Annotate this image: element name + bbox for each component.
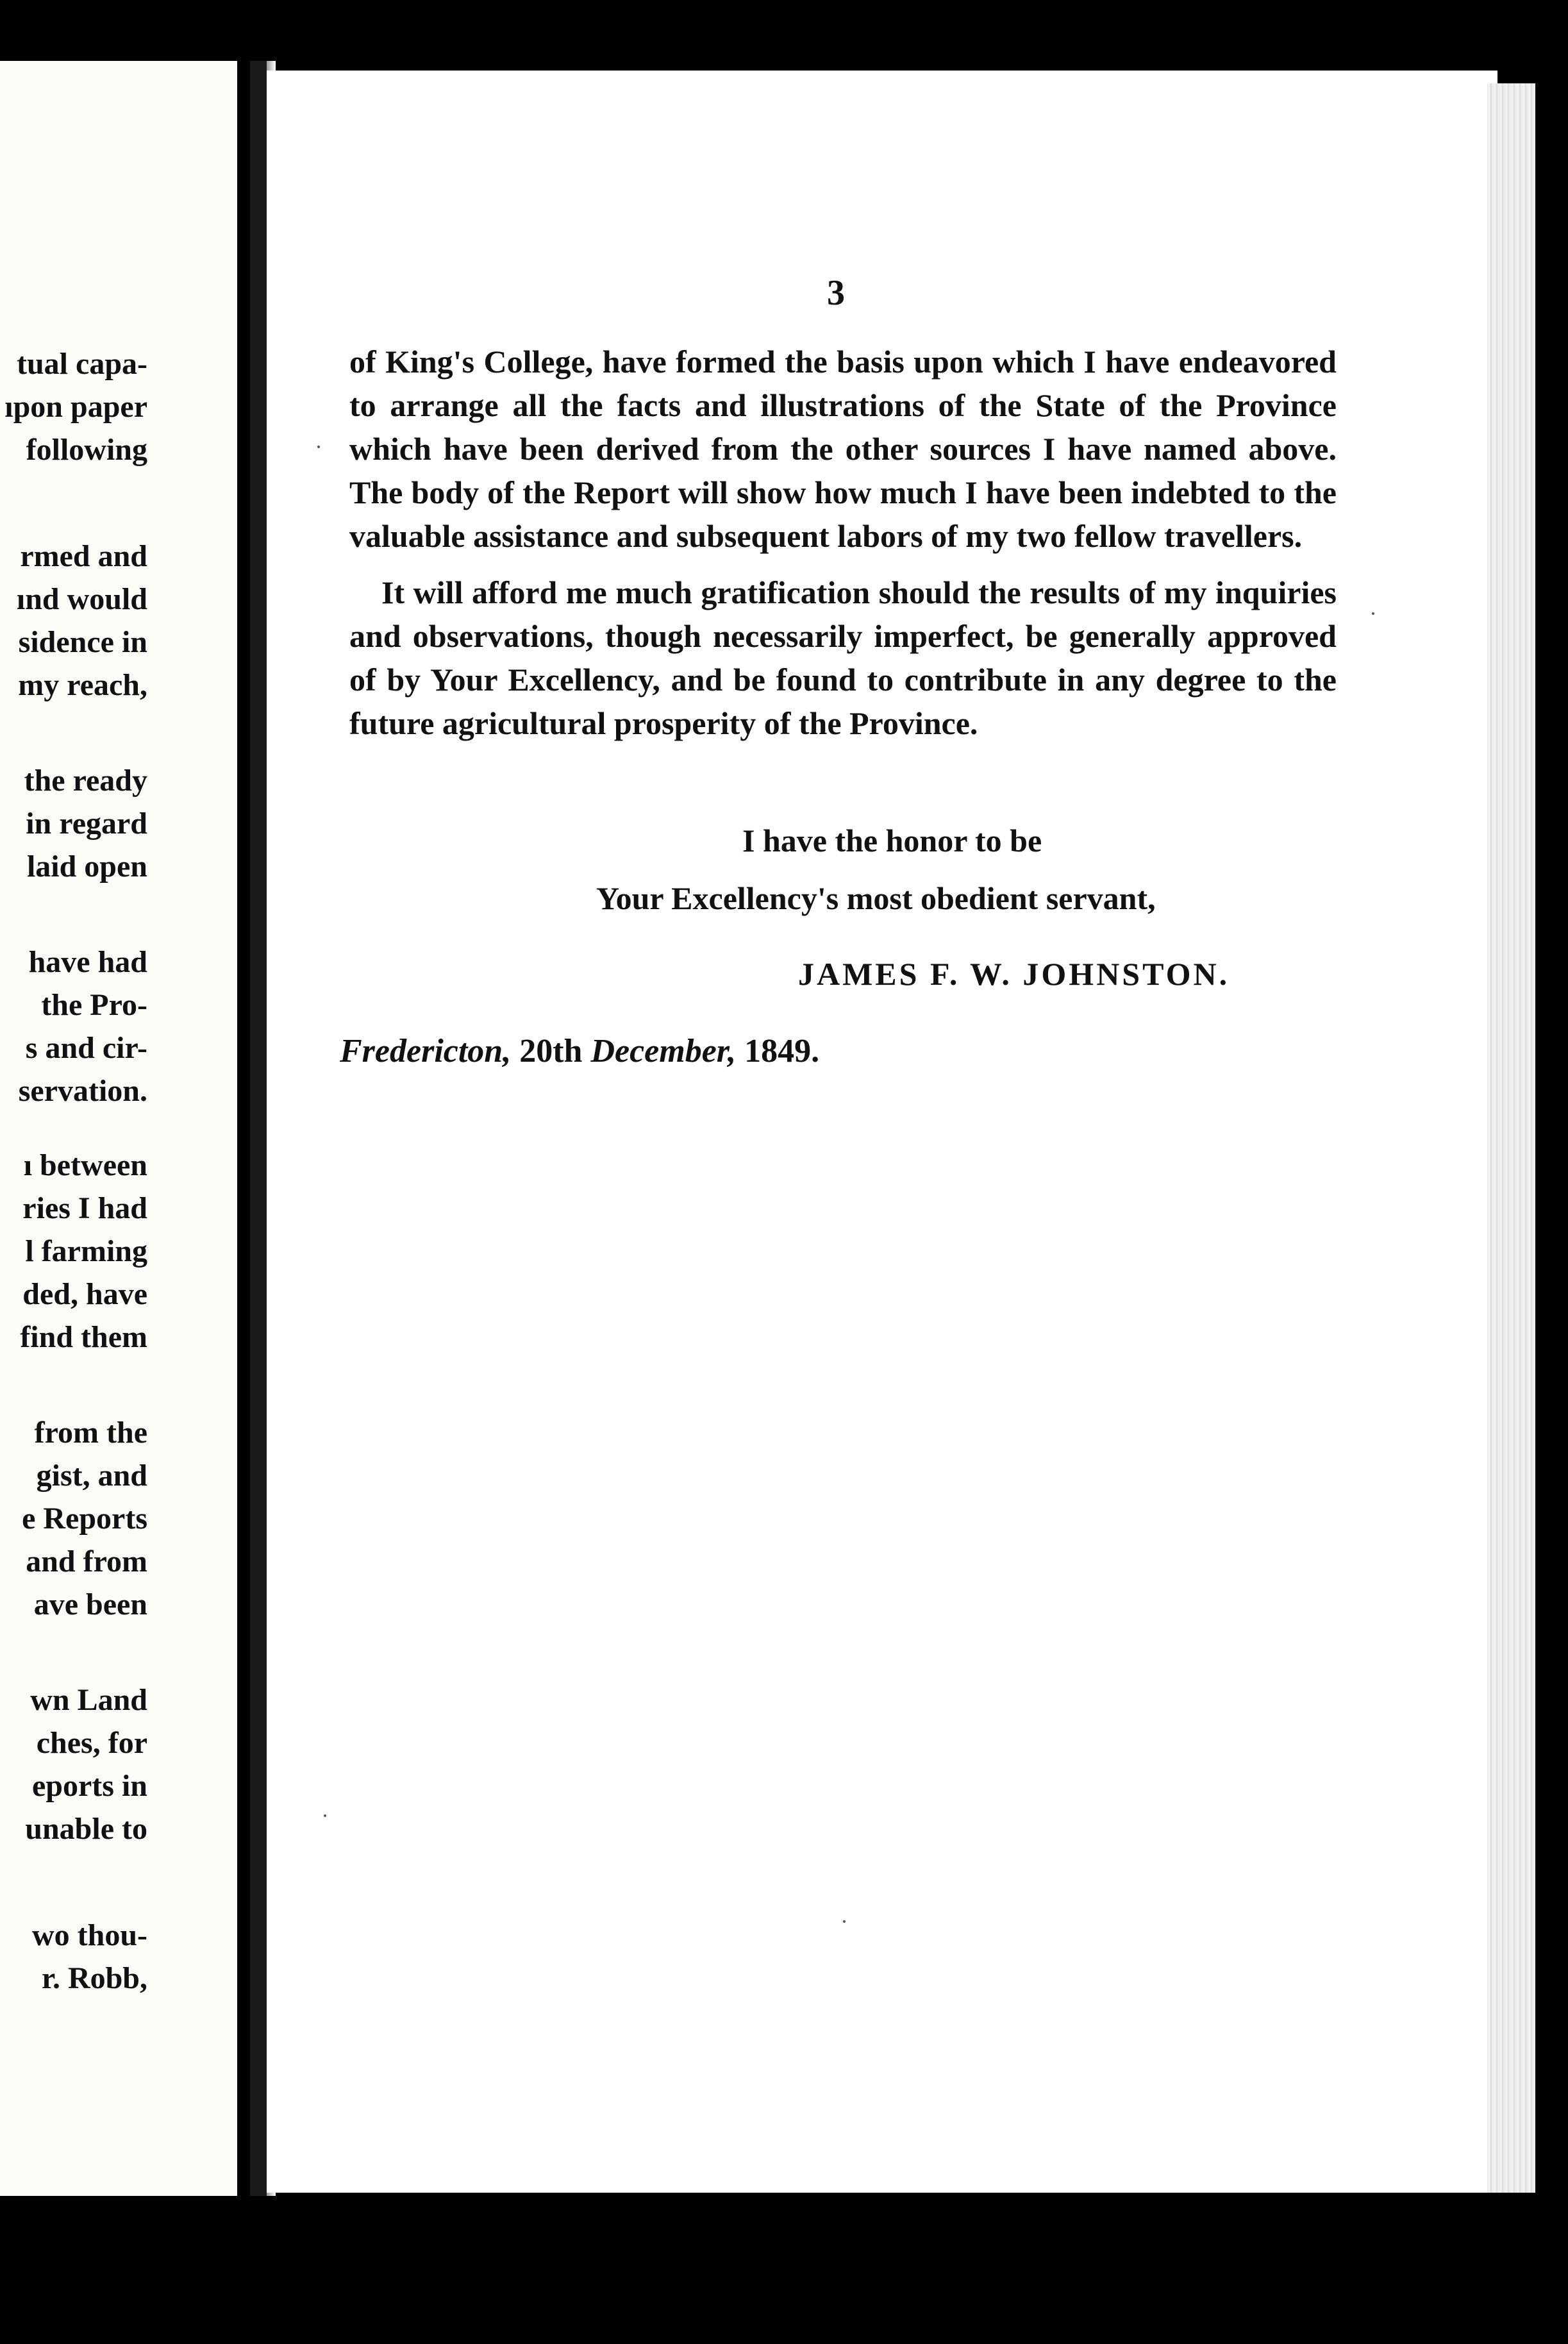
dateline-place: Fredericton, (340, 1033, 512, 1069)
dateline (340, 1032, 819, 1070)
left-page-line: following (26, 433, 147, 467)
left-page-line: the ready (24, 764, 147, 798)
body-paragraph: It will afford me much gratification should the results of my inquiries and observations, though necessarily imperfect, be generally approved of by Your Excellency, and be found to contribute in any degree to the future agricultural prosperity of the Province. (349, 574, 1337, 741)
left-page-line: ches, for (36, 1726, 147, 1760)
paper-speck (843, 1920, 846, 1923)
left-page-line: e Reports (22, 1502, 147, 1536)
closing-line: Your Excellency's most obedient servant, (596, 880, 1156, 916)
left-page-line: in regard (26, 807, 147, 841)
left-page-line: find them (20, 1320, 147, 1354)
left-facing-page (0, 61, 237, 2196)
book-spine (250, 61, 267, 2196)
left-page-line: l farming (25, 1234, 147, 1268)
dateline-month: December, (590, 1033, 737, 1069)
dateline-year: 1849. (744, 1033, 820, 1069)
left-page-line: have had (28, 945, 147, 979)
left-page-line: ı between (23, 1148, 147, 1182)
left-page-line: unable to (25, 1812, 147, 1846)
letter-body (349, 340, 1337, 745)
closing-line: I have the honor to be (742, 823, 1042, 858)
left-page-line: ınd would (16, 582, 147, 616)
left-page-line: r. Robb, (42, 1961, 147, 1995)
body-paragraph: of King's College, have formed the basis upon which I have endeavored to arrange all the facts and illustrations of the State of the Province which have been derived from the other sources I have named above. The body of the Report will show how much I have been indebted to the valuable assistance and subsequent labors of my two fellow travellers. (349, 344, 1337, 554)
left-page-line: the Pro- (41, 988, 147, 1022)
left-page-line: wo thou- (31, 1918, 147, 1952)
page-edges (1487, 83, 1535, 2193)
left-page-line: ries I had (22, 1191, 147, 1225)
left-page-line: servation. (18, 1074, 147, 1108)
paper-speck (1372, 612, 1374, 615)
left-page-line: ded, have (22, 1277, 147, 1311)
dateline-day: 20th (519, 1033, 583, 1069)
left-page-line: sidence in (18, 625, 147, 659)
signature: JAMES F. W. JOHNSTON. (798, 956, 1230, 992)
left-page-line: tual capa- (17, 347, 147, 381)
left-page-line: laid open (26, 850, 147, 883)
left-page-line: wn Land (30, 1683, 147, 1717)
left-page-line: rmed and (20, 539, 147, 573)
paper-speck (317, 446, 320, 448)
left-page-line: gist, and (36, 1459, 147, 1493)
page-number: 3 (827, 273, 845, 313)
left-page-line: ıpon paper (4, 390, 147, 424)
left-page-line: from the (34, 1416, 147, 1450)
paper-speck (324, 1814, 326, 1817)
left-page-line: my reach, (18, 668, 147, 702)
left-page-line: s and cir- (25, 1031, 147, 1065)
left-page-line: eports in (32, 1769, 147, 1803)
left-page-line: ave been (33, 1587, 147, 1621)
left-page-line: and from (26, 1545, 147, 1578)
